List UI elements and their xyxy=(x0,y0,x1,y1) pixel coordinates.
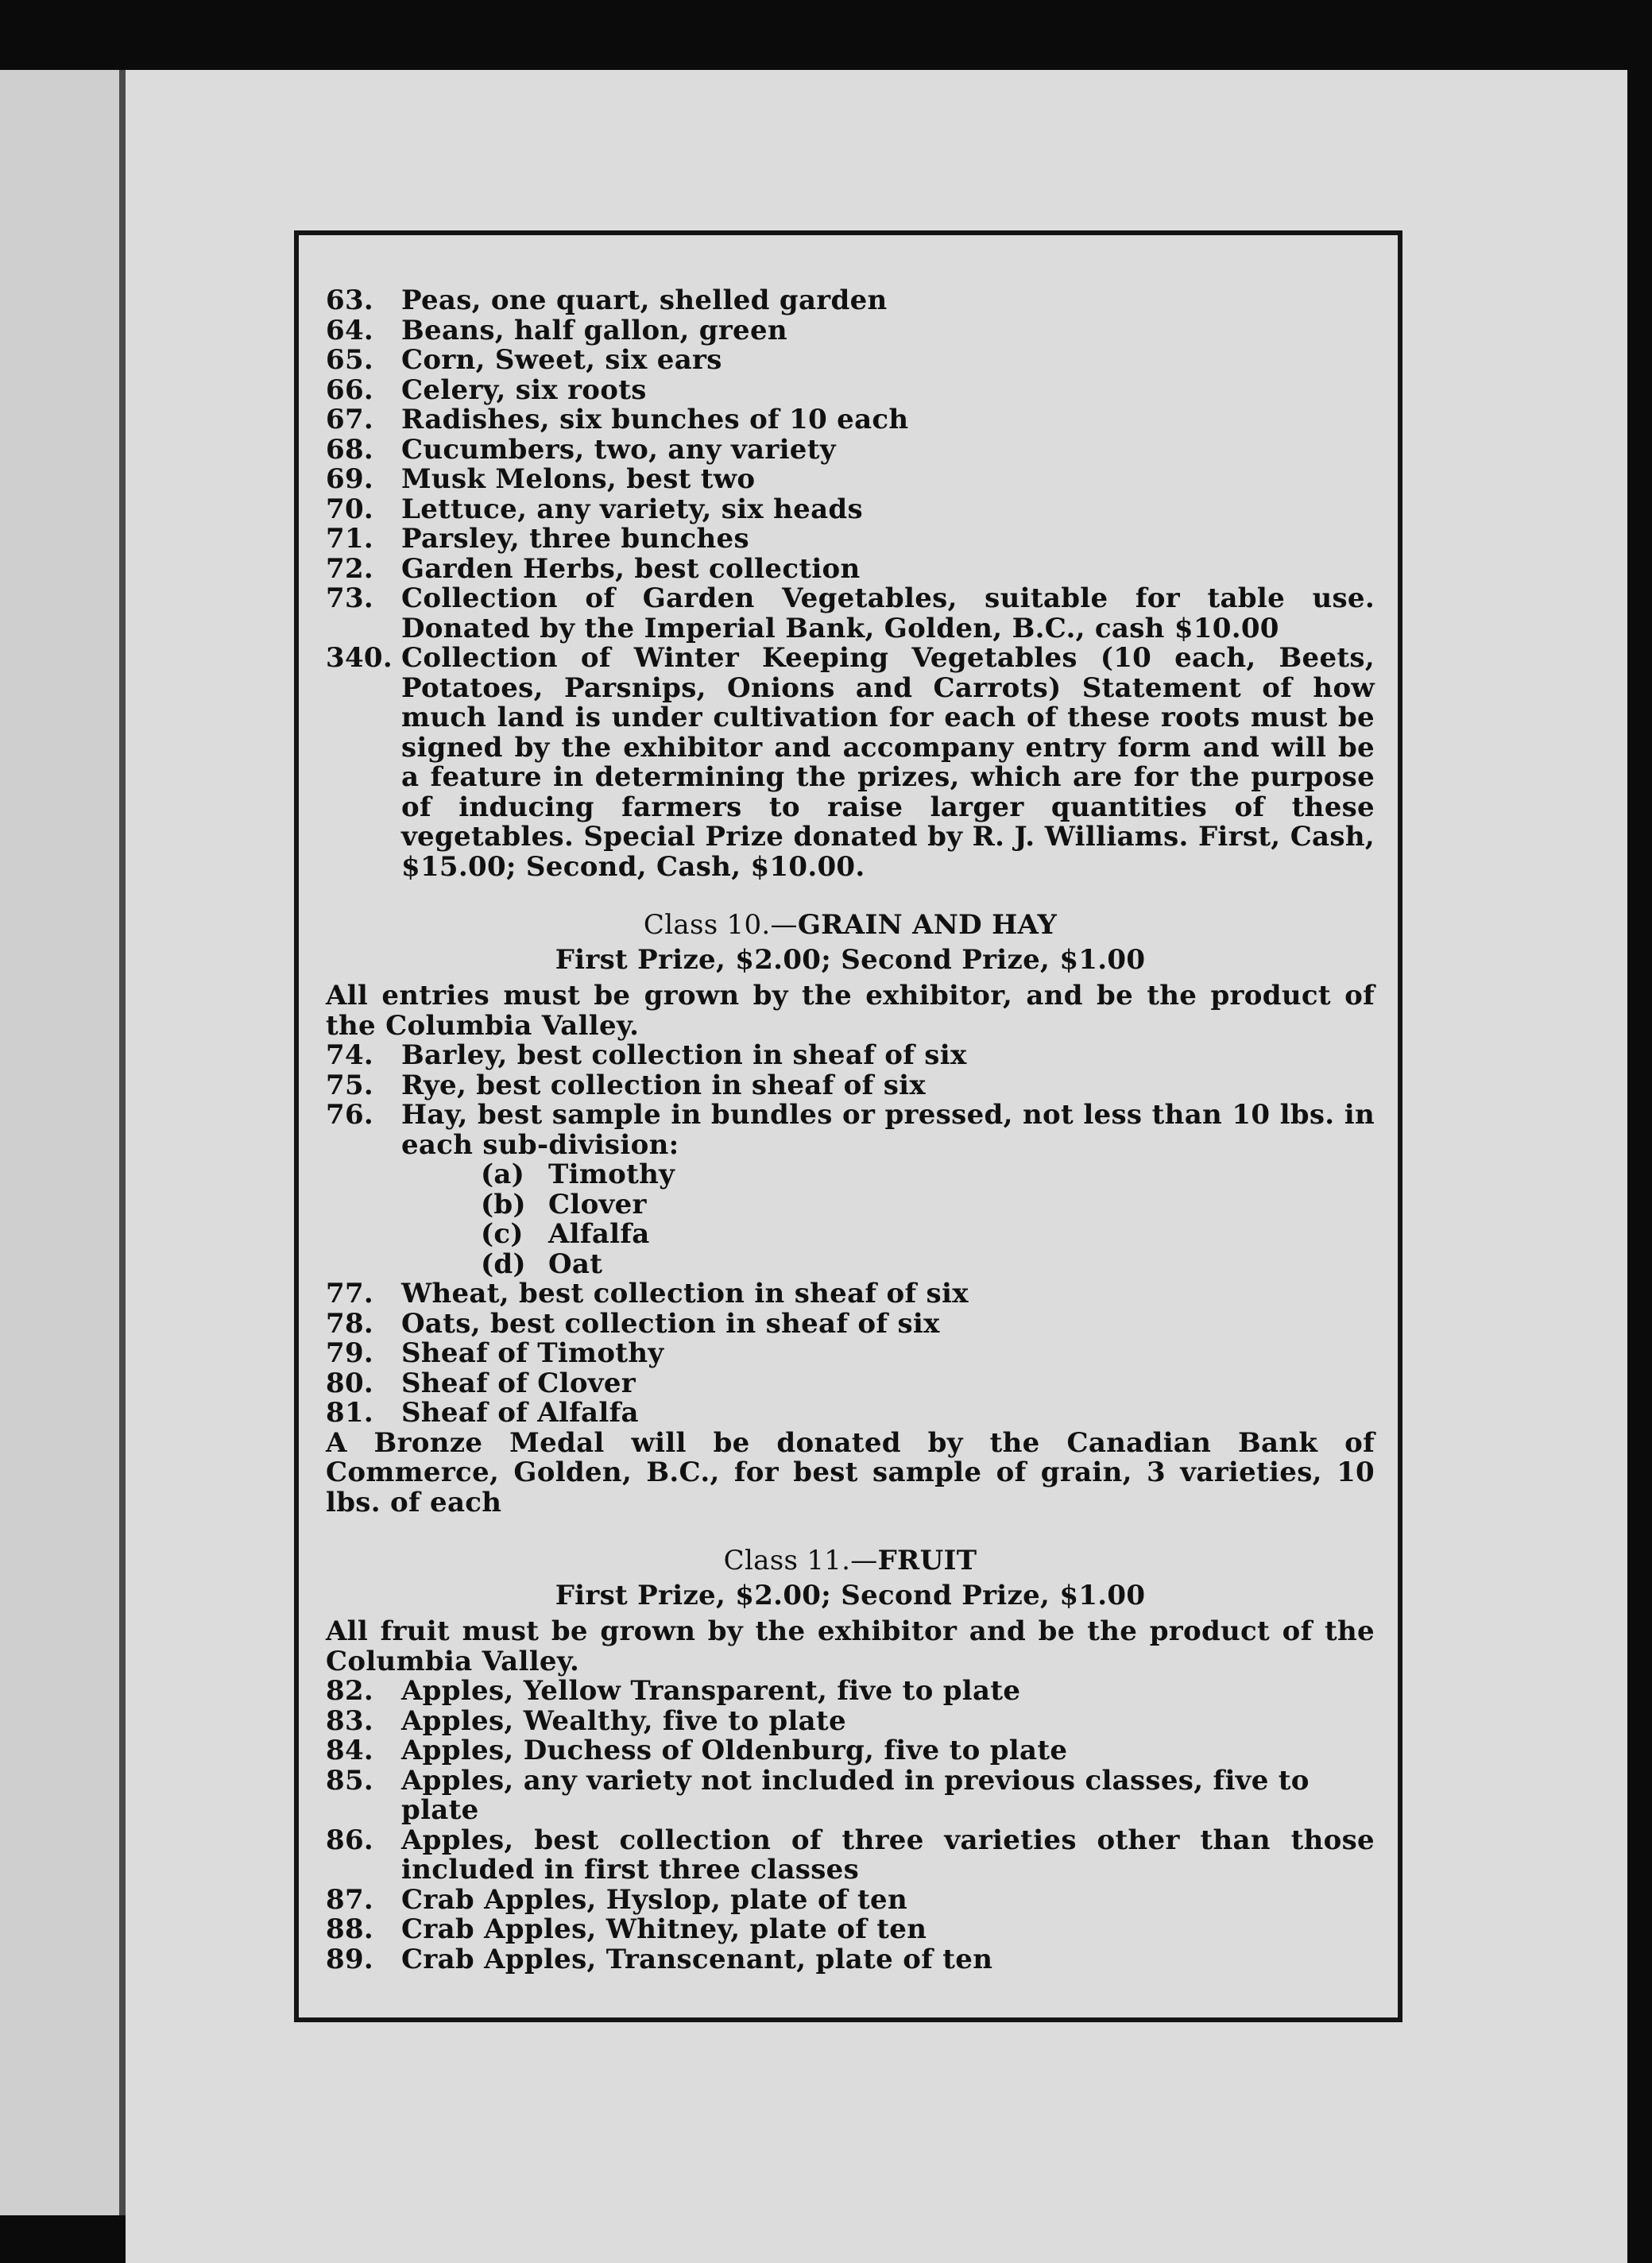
sub-division-item: (a) Timothy xyxy=(481,1159,675,1190)
list-item: 89. Crab Apples, Transcenant, plate of ten xyxy=(326,1943,993,1975)
list-item: 71. Parsley, three bunches xyxy=(326,523,749,555)
bronze-medal-note: A Bronze Medal will be donated by the Canadian Bank of Commerce, Golden, B.C., for best sample of grain, 3 varieties, 10 lbs. of each xyxy=(326,1426,1375,1518)
list-item: 340. Collection of Winter Keeping Vegetables (10 each, Beets, Potatoes, Parsnips, Onions and Carrots) Statement of how much land is under cultivation for each of these roots must be signed by the exhibitor and accompany entry form and will be a feature in determining the prizes, which are for the purpose of inducing farmers to raise larger quantities of these vegetables. Special Prize donated by R. J. Williams. First, Cash, $15.00; Second, Cash, $10.00. xyxy=(326,642,1375,883)
list-item: 87. Crab Apples, Hyslop, plate of ten xyxy=(326,1883,907,1916)
list-item: 78. Oats, best collection in sheaf of six xyxy=(326,1307,940,1340)
list-item: 77. Wheat, best collection in sheaf of six xyxy=(326,1278,969,1309)
list-item: 85. Apples, any variety not included in previous classes, five to plate xyxy=(326,1764,1310,1826)
list-item: 63. Peas, one quart, shelled garden xyxy=(326,284,888,316)
list-item: 83. Apples, Wealthy, five to plate xyxy=(326,1704,846,1737)
prize-list-content xyxy=(326,286,1375,1975)
list-item: 79. Sheaf of Timothy xyxy=(326,1337,664,1369)
list-item: 69. Musk Melons, best two xyxy=(326,463,756,495)
fruit-list xyxy=(326,1677,1375,1975)
list-item: 67. Radishes, six bunches of 10 each xyxy=(326,404,909,435)
class-10-heading: Class 10.—GRAIN AND HAY xyxy=(643,909,1058,941)
list-item: 75. Rye, best collection in sheaf of six xyxy=(326,1069,926,1101)
sub-division-item: (d) Oat xyxy=(481,1248,603,1280)
list-item: 82. Apples, Yellow Transparent, five to plate xyxy=(326,1675,1021,1707)
list-item: 66. Celery, six roots xyxy=(326,373,647,406)
list-item: 65. Corn, Sweet, six ears xyxy=(326,344,722,376)
list-item: 70. Lettuce, any variety, six heads xyxy=(326,493,863,525)
list-item: 64. Beans, half gallon, green xyxy=(326,314,787,346)
list-item: 74. Barley, best collection in sheaf of six xyxy=(326,1039,967,1071)
class-11-heading: Class 11.—FRUIT xyxy=(723,1545,977,1576)
list-item: 88. Crab Apples, Whitney, plate of ten xyxy=(326,1913,927,1945)
list-item: 72. Garden Herbs, best collection xyxy=(326,552,861,585)
adjacent-page-edge xyxy=(0,70,119,2215)
vegetables-list xyxy=(326,286,1375,882)
page-fold xyxy=(119,70,126,2215)
sub-division-item: (b) Clover xyxy=(481,1188,647,1220)
list-item: 80. Sheaf of Clover xyxy=(326,1367,636,1399)
list-item: 76. Hay, best sample in bundles or pressed, not less than 10 lbs. in each sub-division: xyxy=(326,1099,1375,1161)
list-item: 68. Cucumbers, two, any variety xyxy=(326,433,836,466)
list-item: 73. Collection of Garden Vegetables, suitable for table use. Donated by the Imperial Bank, Golden, B.C., cash $10.00 xyxy=(326,582,1375,644)
class-11-prizes: First Prize, $2.00; Second Prize, $1.00 xyxy=(555,1579,1146,1611)
list-item: 86. Apples, best collection of three varieties other than those included in first three classes xyxy=(326,1824,1375,1886)
class-10-prizes: First Prize, $2.00; Second Prize, $1.00 xyxy=(555,943,1146,976)
class-10-rule: All entries must be grown by the exhibitor, and be the product of the Columbia Valley. xyxy=(326,980,1375,1042)
list-item: 84. Apples, Duchess of Oldenburg, five to plate xyxy=(326,1735,1068,1766)
grain-hay-list xyxy=(326,1041,1375,1429)
list-item: 81. Sheaf of Alfalfa xyxy=(326,1397,639,1429)
class-11-rule: All fruit must be grown by the exhibitor and be the product of the Columbia Valley. xyxy=(326,1615,1375,1677)
sub-division-item: (c) Alfalfa xyxy=(481,1218,650,1250)
